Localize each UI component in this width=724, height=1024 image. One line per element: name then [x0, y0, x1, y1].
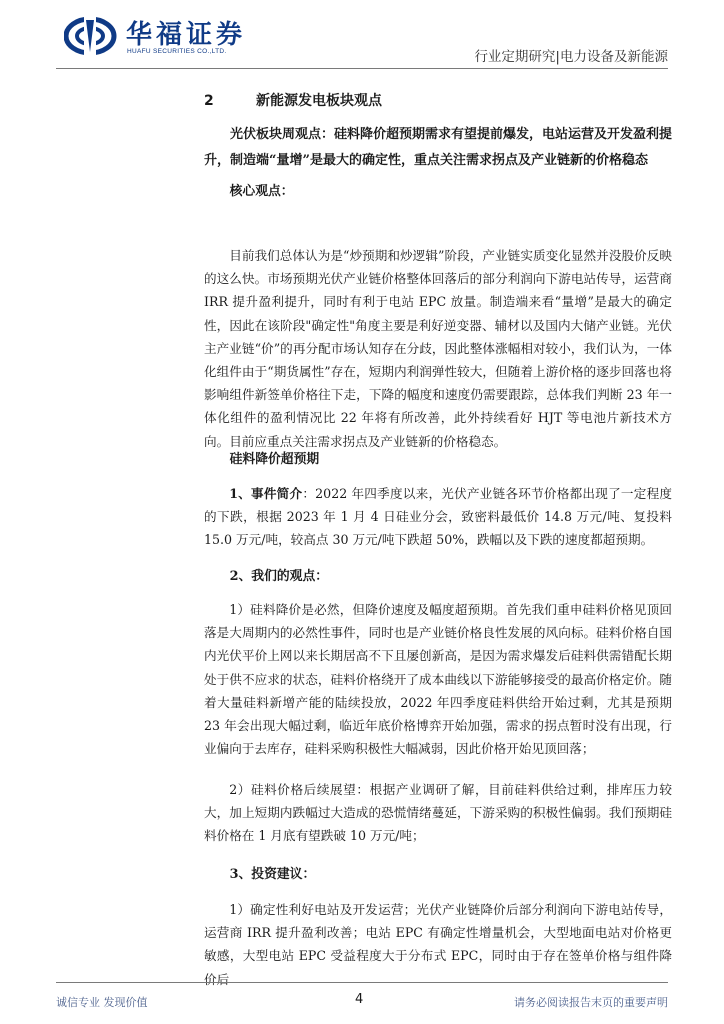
header-divider [56, 68, 668, 69]
silicon-heading-block [204, 449, 672, 471]
section-title: 新能源发电板块观点 [256, 93, 382, 109]
report-type-label: 行业定期研究|电力设备及新能源 [474, 49, 668, 65]
core-paragraph: 目前我们总体认为是“炒预期和炒逻辑”阶段，产业链实质变化显然并没股价反映的这么快。市场预期光伏产业链价格整体回落后的部分利润向下游电站传导，运营商 IRR 提升盈利提升，同时有利于电站 EPC 放量。制造端来看“量增”是最大的确定性，因此在该阶段"确定性"角度主要是利好逆变器、辅材以及国内大储产业链。光伏主产业链“价”的再分配市场认知存在分歧，因此整体涨幅相对较小，我们认为，一体化组件由于“期货属性”存在，短期内利润弹性较大，但随着上游价格的逐步回落也将影响组件新签单价格往下走，下降的幅度和速度仍需要跟踪，总体我们判断 23 年一体化组件的盈利情况比 22 年将有所改善，此外持续看好 HJT 等电池片新技术方向。目前应重点关注需求拐点及产业链新的价格稳态。 [204, 248, 672, 449]
section-number: 2 [204, 93, 214, 109]
event-paragraph [204, 482, 672, 552]
view-2-block [204, 778, 672, 848]
footer-divider [56, 982, 668, 983]
lead-paragraph: 光伏板块周观点：硅料降价超预期需求有望提前爆发，电站运营及开发盈利提升，制造端“量增”是最大的确定性，重点关注需求拐点及产业链新的价格稳态 [204, 127, 673, 168]
core-heading: 核心观点： [229, 184, 294, 199]
page-header [0, 0, 724, 80]
footer-slogan: 诚信专业 发现价值 [56, 996, 148, 1009]
view-heading-block [204, 566, 672, 588]
event-block [204, 482, 672, 552]
logo-english-name: HUAFU SECURITIES CO.,LTD. [127, 48, 227, 55]
view-1-block [204, 598, 672, 760]
invest-heading: 3、投资建议： [229, 867, 316, 882]
page-number: 4 [355, 992, 364, 1007]
silicon-heading: 硅料降价超预期 [229, 452, 320, 467]
event-label: 1、事件简介 [229, 486, 303, 501]
huafu-logo-icon [64, 16, 120, 56]
core-text-block [204, 244, 672, 453]
invest-1-paragraph: 1）确定性利好电站及开发运营；光伏产业链降价后部分利润向下游电站传导，运营商 IRR 提升盈利改善；电站 EPC 有确定性增量机会，大型地面电站对价格更敏感，大型电站 EPC 受益程度大于分布式 EPC，同时由于存在签单价格与组件降价后 [204, 902, 672, 987]
view-heading: 2、我们的观点： [229, 569, 329, 584]
section-heading [204, 90, 382, 110]
logo-chinese-name: 华福证券 [126, 20, 247, 50]
view-1-paragraph: 1）硅料降价是必然，但降价速度及幅度超预期。首先我们重申硅料价格见顶回落是大周期内的必然性事件，同时也是产业链价格良性发展的风向标。硅料价格自国内光伏平价上网以来长期居高不下且屡创新高，是因为需求爆发后硅料供需错配长期处于供不应求的状态，硅料价格绕开了成本曲线以下游能够接受的最高价格定价。随着大量硅料新增产能的陆续投放，2022 年四季度硅料供给开始过剩，尤其是预期 23 年会出现大幅过剩，临近年底价格博弈开始加强，需求的拐点暂时没有出现，行业偏向于去库存，硅料采购积极性大幅减弱，因此价格开始见顶回落； [204, 602, 672, 757]
core-heading-block [204, 181, 672, 203]
footer-disclaimer: 请务必阅读报告末页的重要声明 [514, 996, 668, 1009]
lead-block [204, 122, 672, 174]
event-text: ：2022 年四季度以来，光伏产业链各环节价格都出现了一定程度的下跌，根据 2023 年 1 月 4 日硅业分会，致密料最低价 14.8 万元/吨、复投料 15.0 万元/吨，较高点 30 万元/吨下跌超 50%，跌幅以及下跌的速度都超预期。 [204, 486, 672, 548]
invest-1-block [204, 898, 672, 991]
invest-heading-block [204, 864, 672, 886]
company-logo [64, 14, 264, 64]
view-2-paragraph: 2）硅料价格后续展望：根据产业调研了解，目前硅料供给过剩，排库压力较大，加上短期内跌幅过大造成的恐慌情绪蔓延，下游采购的积极性偏弱。我们预期硅料价格在 1 月底有望跌破 10 万元/吨； [204, 782, 672, 844]
